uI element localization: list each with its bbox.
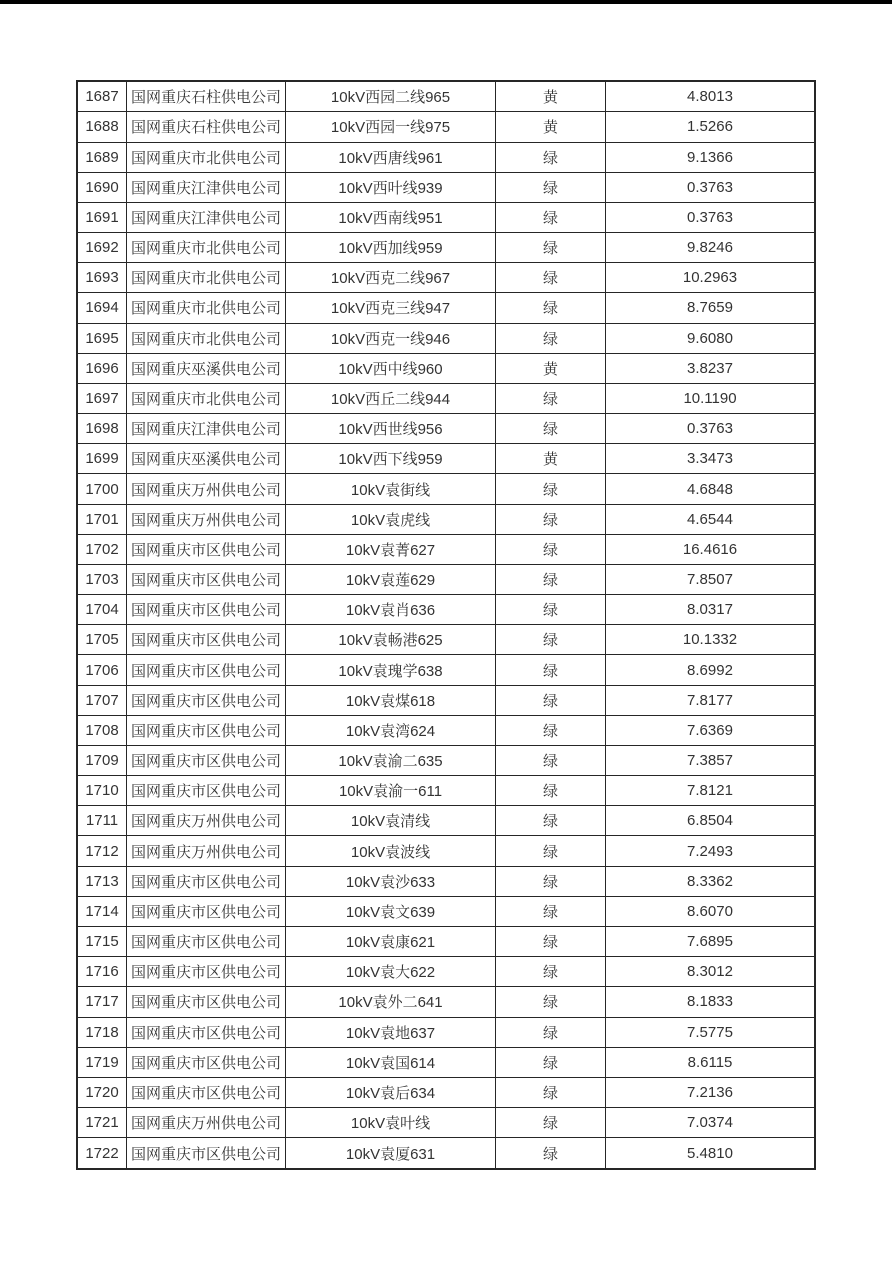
status-cell: 绿 xyxy=(496,263,606,293)
value-cell: 7.2136 xyxy=(606,1077,816,1107)
line-name-cell: 10kV袁大622 xyxy=(286,957,496,987)
company-cell: 国网重庆万州供电公司 xyxy=(127,806,286,836)
company-cell: 国网重庆市区供电公司 xyxy=(127,896,286,926)
table-row xyxy=(77,625,815,655)
status-cell: 绿 xyxy=(496,987,606,1017)
line-name-cell: 10kV西唐线961 xyxy=(286,142,496,172)
line-name-cell: 10kV西中线960 xyxy=(286,353,496,383)
serial-cell: 1692 xyxy=(77,233,127,263)
value-cell: 7.2493 xyxy=(606,836,816,866)
company-cell: 国网重庆市区供电公司 xyxy=(127,1017,286,1047)
status-cell: 绿 xyxy=(496,172,606,202)
company-cell: 国网重庆市区供电公司 xyxy=(127,927,286,957)
table-row xyxy=(77,836,815,866)
company-cell: 国网重庆市区供电公司 xyxy=(127,745,286,775)
status-cell: 绿 xyxy=(496,595,606,625)
company-cell: 国网重庆万州供电公司 xyxy=(127,1108,286,1138)
status-cell: 黄 xyxy=(496,81,606,112)
value-cell: 8.1833 xyxy=(606,987,816,1017)
serial-cell: 1717 xyxy=(77,987,127,1017)
table-row xyxy=(77,1108,815,1138)
company-cell: 国网重庆石柱供电公司 xyxy=(127,81,286,112)
value-cell: 7.0374 xyxy=(606,1108,816,1138)
value-cell: 10.2963 xyxy=(606,263,816,293)
table-row xyxy=(77,715,815,745)
status-cell: 绿 xyxy=(496,866,606,896)
value-cell: 4.6848 xyxy=(606,474,816,504)
table-row xyxy=(77,866,815,896)
company-cell: 国网重庆巫溪供电公司 xyxy=(127,353,286,383)
company-cell: 国网重庆巫溪供电公司 xyxy=(127,444,286,474)
line-name-cell: 10kV袁菁627 xyxy=(286,534,496,564)
serial-cell: 1701 xyxy=(77,504,127,534)
status-cell: 绿 xyxy=(496,745,606,775)
company-cell: 国网重庆市区供电公司 xyxy=(127,534,286,564)
status-cell: 绿 xyxy=(496,655,606,685)
value-cell: 10.1332 xyxy=(606,625,816,655)
value-cell: 3.3473 xyxy=(606,444,816,474)
serial-cell: 1721 xyxy=(77,1108,127,1138)
table-row xyxy=(77,474,815,504)
company-cell: 国网重庆市北供电公司 xyxy=(127,142,286,172)
table-row xyxy=(77,142,815,172)
line-name-cell: 10kV西克三线947 xyxy=(286,293,496,323)
serial-cell: 1696 xyxy=(77,353,127,383)
status-cell: 绿 xyxy=(496,685,606,715)
status-cell: 绿 xyxy=(496,1108,606,1138)
line-name-cell: 10kV西加线959 xyxy=(286,233,496,263)
value-cell: 7.5775 xyxy=(606,1017,816,1047)
value-cell: 1.5266 xyxy=(606,112,816,142)
serial-cell: 1691 xyxy=(77,202,127,232)
company-cell: 国网重庆万州供电公司 xyxy=(127,504,286,534)
table-row xyxy=(77,927,815,957)
value-cell: 4.6544 xyxy=(606,504,816,534)
line-name-cell: 10kV袁街线 xyxy=(286,474,496,504)
line-name-cell: 10kV袁康621 xyxy=(286,927,496,957)
serial-cell: 1687 xyxy=(77,81,127,112)
status-cell: 黄 xyxy=(496,444,606,474)
serial-cell: 1714 xyxy=(77,896,127,926)
table-row xyxy=(77,534,815,564)
serial-cell: 1720 xyxy=(77,1077,127,1107)
value-cell: 7.8177 xyxy=(606,685,816,715)
value-cell: 8.7659 xyxy=(606,293,816,323)
table-row xyxy=(77,323,815,353)
status-cell: 绿 xyxy=(496,414,606,444)
company-cell: 国网重庆万州供电公司 xyxy=(127,474,286,504)
serial-cell: 1697 xyxy=(77,383,127,413)
company-cell: 国网重庆市区供电公司 xyxy=(127,685,286,715)
value-cell: 9.1366 xyxy=(606,142,816,172)
table-row xyxy=(77,987,815,1017)
value-cell: 0.3763 xyxy=(606,172,816,202)
table-row xyxy=(77,745,815,775)
serial-cell: 1695 xyxy=(77,323,127,353)
table-row xyxy=(77,1017,815,1047)
value-cell: 6.8504 xyxy=(606,806,816,836)
status-cell: 绿 xyxy=(496,474,606,504)
line-name-cell: 10kV西园一线975 xyxy=(286,112,496,142)
table-row xyxy=(77,233,815,263)
line-name-cell: 10kV西南线951 xyxy=(286,202,496,232)
company-cell: 国网重庆江津供电公司 xyxy=(127,414,286,444)
company-cell: 国网重庆市北供电公司 xyxy=(127,263,286,293)
serial-cell: 1707 xyxy=(77,685,127,715)
value-cell: 7.6895 xyxy=(606,927,816,957)
value-cell: 8.3362 xyxy=(606,866,816,896)
value-cell: 10.1190 xyxy=(606,383,816,413)
company-cell: 国网重庆市区供电公司 xyxy=(127,595,286,625)
value-cell: 8.6992 xyxy=(606,655,816,685)
value-cell: 5.4810 xyxy=(606,1138,816,1169)
serial-cell: 1705 xyxy=(77,625,127,655)
table-row xyxy=(77,685,815,715)
table-row xyxy=(77,202,815,232)
value-cell: 0.3763 xyxy=(606,202,816,232)
company-cell: 国网重庆石柱供电公司 xyxy=(127,112,286,142)
company-cell: 国网重庆市区供电公司 xyxy=(127,1077,286,1107)
status-cell: 绿 xyxy=(496,1138,606,1169)
line-name-cell: 10kV袁叶线 xyxy=(286,1108,496,1138)
power-line-table xyxy=(76,80,816,1170)
table-row xyxy=(77,263,815,293)
serial-cell: 1690 xyxy=(77,172,127,202)
line-name-cell: 10kV西丘二线944 xyxy=(286,383,496,413)
serial-cell: 1698 xyxy=(77,414,127,444)
status-cell: 绿 xyxy=(496,233,606,263)
company-cell: 国网重庆市区供电公司 xyxy=(127,1047,286,1077)
line-name-cell: 10kV袁厦631 xyxy=(286,1138,496,1169)
serial-cell: 1704 xyxy=(77,595,127,625)
value-cell: 8.3012 xyxy=(606,957,816,987)
value-cell: 8.6115 xyxy=(606,1047,816,1077)
company-cell: 国网重庆市区供电公司 xyxy=(127,866,286,896)
company-cell: 国网重庆市北供电公司 xyxy=(127,233,286,263)
serial-cell: 1718 xyxy=(77,1017,127,1047)
table-row xyxy=(77,414,815,444)
status-cell: 绿 xyxy=(496,142,606,172)
line-name-cell: 10kV西世线956 xyxy=(286,414,496,444)
serial-cell: 1689 xyxy=(77,142,127,172)
status-cell: 绿 xyxy=(496,715,606,745)
line-name-cell: 10kV袁沙633 xyxy=(286,866,496,896)
serial-cell: 1719 xyxy=(77,1047,127,1077)
status-cell: 绿 xyxy=(496,564,606,594)
line-name-cell: 10kV袁湾624 xyxy=(286,715,496,745)
status-cell: 绿 xyxy=(496,323,606,353)
company-cell: 国网重庆江津供电公司 xyxy=(127,172,286,202)
serial-cell: 1699 xyxy=(77,444,127,474)
value-cell: 7.8507 xyxy=(606,564,816,594)
table-row xyxy=(77,957,815,987)
line-name-cell: 10kV袁波线 xyxy=(286,836,496,866)
serial-cell: 1693 xyxy=(77,263,127,293)
line-name-cell: 10kV袁煤618 xyxy=(286,685,496,715)
table-body xyxy=(77,81,815,1169)
table-row xyxy=(77,776,815,806)
line-name-cell: 10kV袁渝二635 xyxy=(286,745,496,775)
table-row xyxy=(77,444,815,474)
company-cell: 国网重庆市北供电公司 xyxy=(127,323,286,353)
status-cell: 绿 xyxy=(496,1047,606,1077)
line-name-cell: 10kV西叶线939 xyxy=(286,172,496,202)
value-cell: 4.8013 xyxy=(606,81,816,112)
status-cell: 绿 xyxy=(496,202,606,232)
company-cell: 国网重庆江津供电公司 xyxy=(127,202,286,232)
line-name-cell: 10kV西克二线967 xyxy=(286,263,496,293)
serial-cell: 1700 xyxy=(77,474,127,504)
status-cell: 绿 xyxy=(496,836,606,866)
line-name-cell: 10kV袁外二641 xyxy=(286,987,496,1017)
serial-cell: 1711 xyxy=(77,806,127,836)
company-cell: 国网重庆市区供电公司 xyxy=(127,957,286,987)
value-cell: 8.0317 xyxy=(606,595,816,625)
line-name-cell: 10kV袁文639 xyxy=(286,896,496,926)
table-row xyxy=(77,353,815,383)
serial-cell: 1716 xyxy=(77,957,127,987)
value-cell: 0.3763 xyxy=(606,414,816,444)
status-cell: 绿 xyxy=(496,383,606,413)
line-name-cell: 10kV袁地637 xyxy=(286,1017,496,1047)
serial-cell: 1694 xyxy=(77,293,127,323)
value-cell: 9.8246 xyxy=(606,233,816,263)
company-cell: 国网重庆市区供电公司 xyxy=(127,1138,286,1169)
value-cell: 7.3857 xyxy=(606,745,816,775)
company-cell: 国网重庆市区供电公司 xyxy=(127,987,286,1017)
serial-cell: 1706 xyxy=(77,655,127,685)
line-name-cell: 10kV西下线959 xyxy=(286,444,496,474)
status-cell: 绿 xyxy=(496,504,606,534)
table-row xyxy=(77,1047,815,1077)
value-cell: 8.6070 xyxy=(606,896,816,926)
company-cell: 国网重庆万州供电公司 xyxy=(127,836,286,866)
table-row xyxy=(77,806,815,836)
line-name-cell: 10kV袁肖636 xyxy=(286,595,496,625)
line-name-cell: 10kV袁国614 xyxy=(286,1047,496,1077)
table-row xyxy=(77,1138,815,1169)
line-name-cell: 10kV袁渝一611 xyxy=(286,776,496,806)
serial-cell: 1702 xyxy=(77,534,127,564)
serial-cell: 1715 xyxy=(77,927,127,957)
serial-cell: 1710 xyxy=(77,776,127,806)
line-name-cell: 10kV袁莲629 xyxy=(286,564,496,594)
table-row xyxy=(77,81,815,112)
page-top-border xyxy=(0,0,892,4)
line-name-cell: 10kV袁清线 xyxy=(286,806,496,836)
table-row xyxy=(77,172,815,202)
company-cell: 国网重庆市区供电公司 xyxy=(127,776,286,806)
serial-cell: 1688 xyxy=(77,112,127,142)
serial-cell: 1722 xyxy=(77,1138,127,1169)
line-name-cell: 10kV袁后634 xyxy=(286,1077,496,1107)
line-name-cell: 10kV袁瑰学638 xyxy=(286,655,496,685)
status-cell: 黄 xyxy=(496,353,606,383)
status-cell: 绿 xyxy=(496,1077,606,1107)
status-cell: 绿 xyxy=(496,293,606,323)
table-row xyxy=(77,293,815,323)
status-cell: 绿 xyxy=(496,957,606,987)
table-row xyxy=(77,564,815,594)
table-row xyxy=(77,383,815,413)
serial-cell: 1708 xyxy=(77,715,127,745)
status-cell: 绿 xyxy=(496,625,606,655)
table-row xyxy=(77,896,815,926)
company-cell: 国网重庆市区供电公司 xyxy=(127,655,286,685)
table-row xyxy=(77,595,815,625)
status-cell: 黄 xyxy=(496,112,606,142)
table-row xyxy=(77,112,815,142)
serial-cell: 1703 xyxy=(77,564,127,594)
value-cell: 16.4616 xyxy=(606,534,816,564)
value-cell: 3.8237 xyxy=(606,353,816,383)
line-name-cell: 10kV袁虎线 xyxy=(286,504,496,534)
line-name-cell: 10kV袁畅港625 xyxy=(286,625,496,655)
line-name-cell: 10kV西克一线946 xyxy=(286,323,496,353)
company-cell: 国网重庆市区供电公司 xyxy=(127,564,286,594)
company-cell: 国网重庆市北供电公司 xyxy=(127,293,286,323)
company-cell: 国网重庆市区供电公司 xyxy=(127,715,286,745)
table-container xyxy=(76,80,816,1170)
serial-cell: 1712 xyxy=(77,836,127,866)
value-cell: 9.6080 xyxy=(606,323,816,353)
value-cell: 7.6369 xyxy=(606,715,816,745)
serial-cell: 1713 xyxy=(77,866,127,896)
status-cell: 绿 xyxy=(496,927,606,957)
company-cell: 国网重庆市北供电公司 xyxy=(127,383,286,413)
table-row xyxy=(77,655,815,685)
status-cell: 绿 xyxy=(496,896,606,926)
status-cell: 绿 xyxy=(496,776,606,806)
line-name-cell: 10kV西园二线965 xyxy=(286,81,496,112)
table-row xyxy=(77,504,815,534)
table-row xyxy=(77,1077,815,1107)
company-cell: 国网重庆市区供电公司 xyxy=(127,625,286,655)
status-cell: 绿 xyxy=(496,534,606,564)
value-cell: 7.8121 xyxy=(606,776,816,806)
serial-cell: 1709 xyxy=(77,745,127,775)
status-cell: 绿 xyxy=(496,1017,606,1047)
status-cell: 绿 xyxy=(496,806,606,836)
